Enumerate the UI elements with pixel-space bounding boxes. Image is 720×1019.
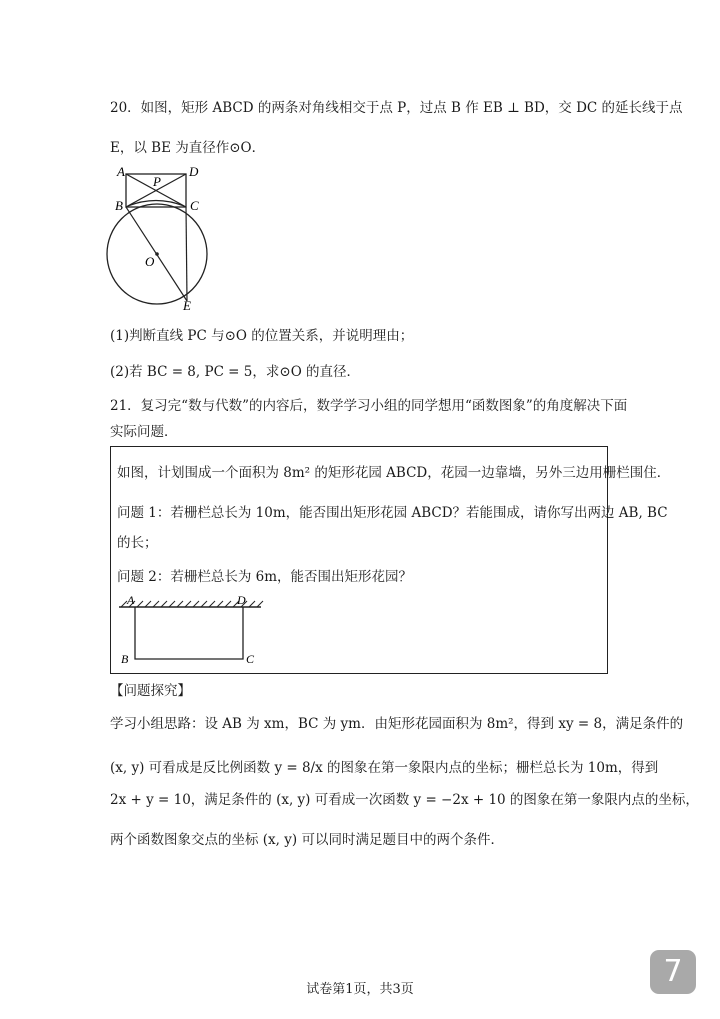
box-line-4: 问题 2：若栅栏总长为 6m，能否围出矩形花园？ [117,569,413,585]
garden-label-c: C [246,652,255,666]
section-heading: 【问题探究】 [110,683,191,699]
q20-figure [105,162,235,312]
center-dot-o [155,252,159,256]
q21-line-2: 实际问题． [110,424,178,440]
box-line-1: 如图，计划围成一个面积为 8m² 的矩形花园 ABCD，花园一边靠墙，另外三边用栅栏围住． [117,465,671,481]
label-o: O [145,254,155,269]
box-line-3: 的长； [117,535,158,551]
page-footer: 试卷第1页，共3页 [306,982,414,997]
label-a: A [117,164,125,179]
segment-ce [186,207,187,301]
label-b: B [115,198,123,213]
garden-figure [115,593,275,669]
q20-line-1: 20．如图，矩形 ABCD 的两条对角线相交于点 P，过点 B 作 EB ⊥ BD，交 DC 的延长线于点 [110,100,683,116]
label-p: P [153,174,161,189]
q21-para-3: 2x + y = 10，满足条件的 (x, y) 可看成一次函数 y = −2x + 10 的图象在第一象限内点的坐标， [110,792,699,808]
page-number-badge[interactable]: 7 [650,950,696,994]
garden-label-b: B [121,652,129,666]
box-line-2: 问题 1：若栅栏总长为 10m，能否围出矩形花园 ABCD？若能围成，请你写出两边 AB, BC [117,505,668,521]
problem-box [110,446,671,674]
label-c: C [190,198,199,213]
q20-sub-2: (2)若 BC = 8, PC = 5，求⊙O 的直径． [110,364,361,380]
q21-para-1: 学习小组思路：设 AB 为 xm，BC 为 ym．由矩形花园面积为 8m²，得到 xy = 8，满足条件的 [110,716,684,732]
label-d: D [189,164,199,179]
q20-line-2: E，以 BE 为直径作⊙O． [110,140,266,156]
fence [135,607,243,659]
garden-label-d: D [237,593,246,607]
q21-para-4: 两个函数图象交点的坐标 (x, y) 可以同时满足题目中的两个条件． [110,832,504,848]
q21-para-2: (x, y) 可看成是反比例函数 y = 8/x 的图象在第一象限内点的坐标；栅栏总长为 10m，得到 [110,760,659,776]
garden-label-a: A [127,593,135,607]
q21-line-1: 21．复习完“数与代数”的内容后，数学学习小组的同学想用“函数图象”的角度解决下面 [110,398,628,414]
q20-sub-1: (1)判断直线 PC 与⊙O 的位置关系，并说明理由； [110,328,414,344]
label-e: E [183,298,191,312]
